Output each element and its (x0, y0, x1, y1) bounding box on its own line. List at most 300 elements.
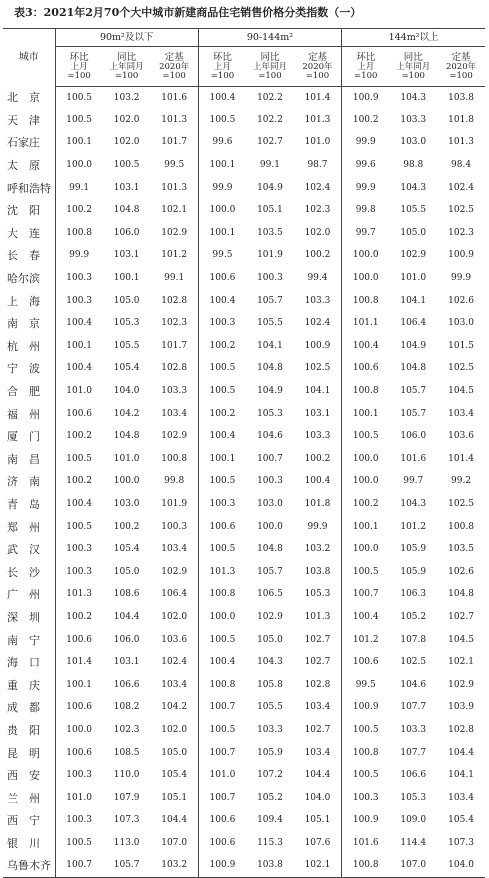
table-row (3, 132, 485, 155)
index-value: 98.7 (307, 160, 328, 171)
table-body (3, 87, 485, 878)
index-value: 100.4 (66, 318, 93, 329)
index-value: 100.0 (342, 245, 390, 268)
index-value: 102.4 (161, 657, 188, 668)
index-value: 100.5 (342, 719, 390, 742)
index-value: 100.8 (448, 521, 474, 532)
index-value: 99.7 (403, 476, 424, 487)
index-value: 109.0 (400, 815, 427, 826)
index-value: 102.0 (113, 137, 140, 148)
table-row (3, 222, 485, 245)
index-value: 102.8 (304, 679, 331, 690)
index-value: 103.3 (400, 724, 427, 735)
index-value: 100.2 (66, 476, 93, 487)
index-value: 100.8 (198, 674, 246, 697)
index-value: 106.5 (257, 589, 283, 600)
index-value: 100.3 (257, 476, 283, 487)
index-value: 100.9 (198, 855, 246, 878)
index-value: 100.3 (66, 273, 93, 284)
index-value: 100.0 (342, 538, 390, 561)
index-value: 104.4 (161, 815, 188, 826)
index-value: 105.5 (400, 205, 427, 216)
index-value: 105.4 (161, 770, 188, 781)
index-value: 102.1 (448, 657, 474, 668)
index-value: 104.2 (161, 702, 188, 713)
index-value: 104.1 (400, 295, 427, 306)
index-value: 100.0 (66, 724, 93, 735)
index-value: 99.1 (164, 273, 185, 284)
index-value: 100.6 (198, 267, 246, 290)
index-value: 102.5 (400, 657, 427, 668)
index-value: 100.2 (304, 453, 331, 464)
table-row (3, 787, 485, 810)
index-value: 103.8 (448, 92, 474, 103)
index-value: 99.9 (451, 273, 472, 284)
index-value: 102.0 (161, 611, 188, 622)
index-value: 100.3 (198, 312, 246, 335)
index-value: 102.0 (304, 227, 331, 238)
index-value: 99.5 (342, 674, 390, 697)
index-value: 107.9 (113, 792, 140, 803)
index-value: 102.2 (257, 114, 283, 125)
index-value: 100.5 (342, 425, 390, 448)
city-name: 海 口 (3, 651, 55, 674)
index-value: 107.8 (400, 634, 427, 645)
index-value: 100.3 (342, 787, 390, 810)
index-value: 104.0 (113, 386, 140, 397)
index-value: 102.9 (161, 431, 188, 442)
table-row (3, 674, 485, 697)
index-value: 107.7 (400, 747, 427, 758)
index-value: 100.1 (342, 516, 390, 539)
table-row (3, 425, 485, 448)
index-value: 102.9 (161, 227, 188, 238)
index-value: 105.5 (257, 702, 283, 713)
index-value: 100.2 (66, 205, 93, 216)
sub-header-yoy: 同比 上年同月 =100 (389, 47, 437, 87)
index-value: 113.0 (113, 837, 140, 848)
index-value: 100.9 (448, 250, 474, 261)
index-value: 101.4 (448, 453, 474, 464)
table-row (3, 87, 485, 110)
index-value: 99.9 (342, 177, 390, 200)
index-value: 100.6 (198, 516, 246, 539)
index-value: 102.7 (448, 611, 474, 622)
index-value: 102.9 (257, 611, 283, 622)
index-value: 100.9 (342, 810, 390, 833)
index-value: 105.1 (304, 815, 331, 826)
index-value: 106.4 (400, 318, 427, 329)
index-value: 104.8 (400, 363, 427, 374)
index-value: 100.7 (198, 742, 246, 765)
index-value: 100.4 (198, 425, 246, 448)
city-name: 银 川 (3, 832, 55, 855)
city-name: 宁 波 (3, 358, 55, 381)
index-value: 99.9 (342, 132, 390, 155)
index-value: 108.6 (113, 589, 140, 600)
index-value: 103.2 (113, 92, 140, 103)
index-value: 104.8 (257, 544, 283, 555)
index-value: 102.0 (161, 724, 188, 735)
index-value: 99.9 (307, 521, 328, 532)
index-value: 100.1 (198, 222, 246, 245)
index-value: 102.5 (304, 363, 331, 374)
sub-header-yoy: 同比 上年同月 =100 (246, 47, 294, 87)
group-header-large: 144m²以上 (342, 29, 485, 47)
index-value: 104.8 (448, 589, 474, 600)
index-value: 104.4 (448, 747, 474, 758)
city-name: 杭 州 (3, 335, 55, 358)
index-value: 107.2 (257, 770, 283, 781)
index-value: 99.4 (307, 273, 328, 284)
index-value: 107.0 (161, 837, 188, 848)
index-value: 100.8 (342, 290, 390, 313)
city-name: 昆 明 (3, 742, 55, 765)
index-value: 103.3 (257, 724, 283, 735)
index-value: 103.4 (304, 702, 331, 713)
index-value: 100.3 (66, 544, 93, 555)
index-value: 99.5 (164, 160, 185, 171)
index-value: 109.4 (257, 815, 283, 826)
index-value: 102.4 (304, 182, 331, 193)
index-value: 105.9 (400, 566, 427, 577)
index-value: 100.6 (66, 702, 93, 713)
index-value: 103.2 (304, 544, 331, 555)
city-name: 天 津 (3, 109, 55, 132)
index-value: 100.6 (66, 408, 93, 419)
index-value: 102.9 (448, 679, 474, 690)
table-row (3, 154, 485, 177)
table-row (3, 651, 485, 674)
index-value: 100.2 (66, 611, 93, 622)
index-value: 104.2 (113, 408, 140, 419)
index-value: 100.0 (342, 448, 390, 471)
index-value: 100.5 (198, 380, 246, 403)
city-name: 深 圳 (3, 606, 55, 629)
index-value: 99.6 (342, 154, 390, 177)
table-title: 表3：2021年2月70个大中城市新建商品住宅销售价格分类指数（一） (14, 6, 362, 19)
index-value: 101.0 (400, 273, 427, 284)
index-value: 99.8 (342, 199, 390, 222)
index-value: 100.9 (304, 340, 331, 351)
index-value: 103.0 (400, 137, 427, 148)
index-value: 105.2 (257, 792, 283, 803)
index-value: 100.4 (198, 651, 246, 674)
city-name: 福 州 (3, 403, 55, 426)
city-name: 南 宁 (3, 629, 55, 652)
city-name: 兰 州 (3, 787, 55, 810)
index-value: 102.5 (448, 205, 474, 216)
table-row (3, 697, 485, 720)
index-value: 100.5 (113, 160, 140, 171)
index-value: 100.6 (198, 810, 246, 833)
index-value: 100.1 (198, 448, 246, 471)
index-value: 103.0 (113, 498, 140, 509)
index-value: 108.2 (113, 702, 140, 713)
city-name: 长 沙 (3, 561, 55, 584)
city-name: 哈尔滨 (3, 267, 55, 290)
index-value: 104.3 (257, 657, 283, 668)
index-value: 102.7 (304, 724, 331, 735)
index-value: 114.4 (400, 837, 427, 848)
index-value: 100.5 (198, 109, 246, 132)
index-value: 100.5 (198, 471, 246, 494)
city-name: 沈 阳 (3, 199, 55, 222)
index-value: 101.5 (448, 340, 474, 351)
table-row (3, 199, 485, 222)
index-value: 105.7 (400, 408, 427, 419)
index-value: 100.6 (342, 358, 390, 381)
index-value: 100.2 (113, 521, 140, 532)
index-value: 101.0 (66, 792, 93, 803)
index-value: 98.8 (403, 160, 424, 171)
index-value: 102.6 (448, 295, 474, 306)
index-value: 101.3 (448, 137, 474, 148)
index-value: 102.7 (304, 634, 331, 645)
index-value: 104.1 (304, 386, 331, 397)
index-value: 105.0 (161, 747, 188, 758)
index-value: 100.6 (66, 634, 93, 645)
index-value: 101.3 (161, 182, 188, 193)
index-value: 101.4 (304, 92, 331, 103)
index-value: 105.1 (257, 205, 283, 216)
index-value: 107.0 (389, 855, 437, 878)
group-header-medium: 90-144m² (198, 29, 341, 47)
index-value: 101.9 (161, 498, 188, 509)
index-value: 102.8 (161, 295, 188, 306)
index-value: 105.3 (400, 792, 427, 803)
table-row (3, 629, 485, 652)
index-value: 108.5 (113, 747, 140, 758)
index-value: 101.0 (198, 764, 246, 787)
city-column-header: 城市 (3, 29, 55, 87)
index-value: 103.0 (448, 318, 474, 329)
index-value: 100.6 (342, 651, 390, 674)
city-name: 北 京 (3, 87, 55, 110)
city-name: 呼和浩特 (3, 177, 55, 200)
index-value: 103.8 (246, 855, 294, 878)
index-value: 100.5 (198, 719, 246, 742)
index-value: 103.6 (161, 634, 188, 645)
index-value: 103.5 (448, 544, 474, 555)
index-value: 105.3 (257, 408, 283, 419)
index-value: 100.1 (113, 273, 140, 284)
index-value: 100.5 (198, 538, 246, 561)
index-value: 104.1 (448, 770, 474, 781)
index-value: 99.6 (198, 132, 246, 155)
index-value: 103.4 (161, 544, 188, 555)
index-value: 106.3 (400, 589, 427, 600)
index-value: 100.9 (342, 87, 390, 110)
index-value: 107.3 (448, 837, 474, 848)
index-value: 104.9 (257, 386, 283, 397)
index-value: 101.3 (304, 611, 331, 622)
index-value: 102.3 (448, 227, 474, 238)
index-value: 100.3 (66, 770, 93, 781)
index-value: 103.1 (304, 408, 331, 419)
index-value: 106.0 (400, 431, 427, 442)
index-value: 101.8 (304, 498, 331, 509)
table-row (3, 606, 485, 629)
index-value: 104.3 (400, 92, 427, 103)
index-value: 101.7 (161, 340, 188, 351)
index-value: 104.8 (113, 205, 140, 216)
index-value: 100.0 (198, 606, 246, 629)
index-value: 102.8 (161, 363, 188, 374)
index-value: 102.5 (448, 363, 474, 374)
index-value: 103.0 (257, 498, 283, 509)
table-row (3, 109, 485, 132)
table-row (3, 267, 485, 290)
index-value: 103.5 (257, 227, 283, 238)
index-value: 100.1 (66, 137, 93, 148)
city-name: 贵 阳 (3, 719, 55, 742)
table-row (3, 290, 485, 313)
index-value: 103.8 (304, 566, 331, 577)
index-value: 100.4 (198, 290, 246, 313)
city-name: 大 连 (3, 222, 55, 245)
index-value: 102.4 (448, 182, 474, 193)
sub-header-yoy: 同比 上年同月 =100 (103, 47, 151, 87)
index-value: 101.3 (198, 561, 246, 584)
table-row (3, 719, 485, 742)
index-value: 103.1 (113, 250, 140, 261)
index-value: 100.1 (342, 403, 390, 426)
index-value: 105.7 (257, 566, 283, 577)
table-row (3, 312, 485, 335)
index-value: 100.5 (66, 837, 93, 848)
index-value: 102.7 (304, 657, 331, 668)
sub-header-base: 定基 2020年 =100 (151, 47, 199, 87)
index-value: 101.3 (161, 114, 188, 125)
city-name: 乌鲁木齐 (3, 855, 55, 878)
city-name: 重 庆 (3, 674, 55, 697)
index-value: 99.9 (198, 177, 246, 200)
index-value: 101.8 (448, 114, 474, 125)
index-value: 101.0 (113, 453, 140, 464)
index-value: 100.7 (198, 787, 246, 810)
index-value: 100.5 (66, 453, 93, 464)
index-value: 100.0 (113, 476, 140, 487)
table-row (3, 380, 485, 403)
index-value: 102.4 (304, 318, 331, 329)
index-value: 105.0 (113, 566, 140, 577)
index-value: 104.8 (113, 431, 140, 442)
index-value: 100.4 (342, 606, 390, 629)
index-value: 100.8 (161, 453, 188, 464)
index-value: 100.5 (66, 521, 93, 532)
index-value: 102.3 (304, 205, 331, 216)
index-value: 101.6 (161, 92, 188, 103)
index-value: 103.3 (304, 295, 331, 306)
index-value: 101.7 (161, 137, 188, 148)
table-row (3, 493, 485, 516)
index-value: 105.4 (113, 544, 140, 555)
index-value: 100.2 (342, 493, 390, 516)
index-value: 104.3 (400, 182, 427, 193)
index-value: 105.3 (304, 589, 331, 600)
index-value: 101.1 (342, 312, 390, 335)
index-value: 99.9 (69, 250, 90, 261)
index-value: 100.8 (342, 380, 390, 403)
index-value: 104.6 (400, 679, 427, 690)
index-value: 100.0 (66, 160, 93, 171)
index-value: 103.3 (400, 114, 427, 125)
index-value: 101.4 (66, 657, 93, 668)
index-value: 107.7 (400, 702, 427, 713)
index-value: 103.6 (448, 431, 474, 442)
table-row (3, 810, 485, 833)
index-value: 104.0 (304, 792, 331, 803)
index-value: 100.8 (198, 584, 246, 607)
index-value: 100.1 (66, 340, 93, 351)
index-value: 110.0 (113, 770, 140, 781)
index-value: 101.0 (66, 386, 93, 397)
index-value: 100.5 (66, 114, 93, 125)
index-value: 100.5 (198, 629, 246, 652)
index-value: 102.8 (448, 724, 474, 735)
index-value: 104.5 (448, 386, 474, 397)
index-value: 100.6 (198, 832, 246, 855)
table-row (3, 245, 485, 268)
index-value: 100.3 (66, 815, 93, 826)
index-value: 100.7 (198, 697, 246, 720)
index-value: 100.0 (198, 199, 246, 222)
index-value: 104.0 (437, 855, 485, 878)
index-value: 102.9 (400, 250, 427, 261)
index-value: 107.3 (113, 815, 140, 826)
city-name: 广 州 (3, 584, 55, 607)
index-value: 99.2 (451, 476, 472, 487)
city-name: 南 昌 (3, 448, 55, 471)
index-value: 103.1 (113, 182, 140, 193)
index-value: 106.4 (161, 589, 188, 600)
index-value: 103.9 (448, 702, 474, 713)
index-value: 100.3 (161, 521, 188, 532)
index-value: 105.9 (257, 747, 283, 758)
index-value: 103.4 (161, 408, 188, 419)
index-value: 100.4 (304, 476, 331, 487)
price-index-table (3, 28, 485, 878)
index-value: 107.6 (304, 837, 331, 848)
table-row (3, 335, 485, 358)
index-value: 103.3 (304, 431, 331, 442)
index-value: 100.1 (66, 679, 93, 690)
table-row (3, 516, 485, 539)
index-value: 101.2 (161, 250, 188, 261)
index-value: 103.3 (161, 386, 188, 397)
index-value: 100.4 (342, 335, 390, 358)
group-header-small: 90m²及以下 (55, 29, 198, 47)
index-value: 105.0 (400, 227, 427, 238)
index-value: 100.5 (66, 92, 93, 103)
city-name: 成 都 (3, 697, 55, 720)
index-value: 100.0 (342, 471, 390, 494)
index-value: 104.3 (400, 498, 427, 509)
index-value: 105.3 (113, 318, 140, 329)
table-row (3, 764, 485, 787)
table-row (3, 855, 485, 878)
table-row (3, 584, 485, 607)
index-value: 105.4 (113, 363, 140, 374)
index-value: 104.9 (400, 340, 427, 351)
index-value: 100.3 (198, 493, 246, 516)
index-value: 102.7 (257, 137, 283, 148)
index-value: 102.1 (294, 855, 342, 878)
index-value: 105.8 (257, 679, 283, 690)
index-value: 102.5 (448, 498, 474, 509)
index-value: 98.4 (451, 160, 472, 171)
